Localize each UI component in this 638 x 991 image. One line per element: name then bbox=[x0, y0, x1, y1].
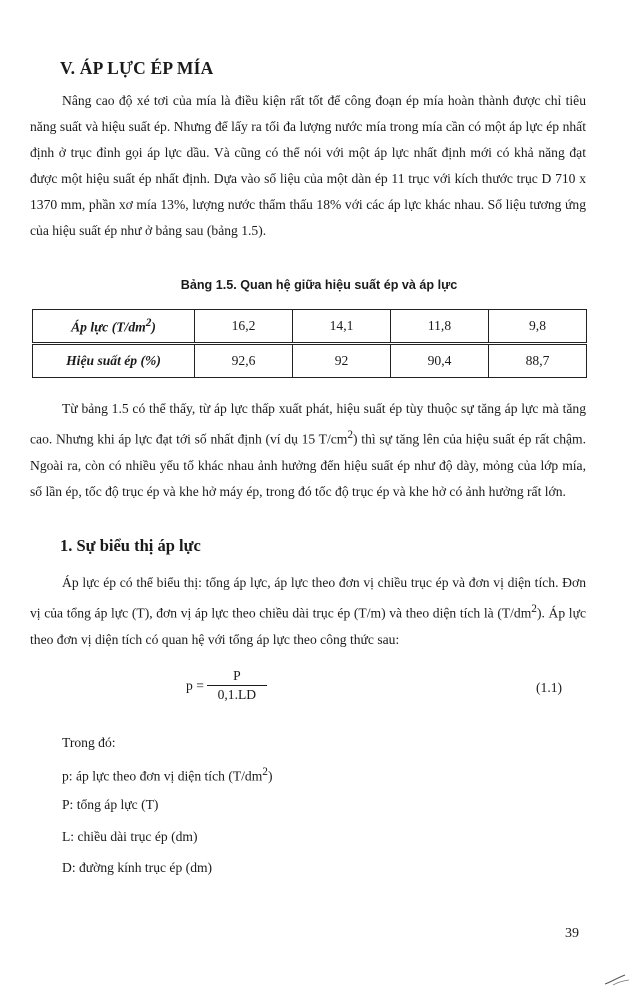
formula bbox=[186, 668, 267, 703]
where-label: Trong đó: bbox=[62, 735, 116, 750]
table-cell: 92 bbox=[293, 344, 391, 378]
formula-fraction bbox=[207, 668, 267, 703]
table-row-pressure bbox=[33, 310, 587, 344]
row-label-efficiency: Hiệu suất ép (%) bbox=[33, 344, 195, 378]
table-cell: 88,7 bbox=[489, 344, 587, 378]
page-number: 39 bbox=[565, 926, 579, 941]
table-caption: Bảng 1.5. Quan hệ giữa hiệu suất ép và áp lực bbox=[180, 278, 458, 292]
table-cell: 92,6 bbox=[195, 344, 293, 378]
definition-total-pressure: P: tổng áp lực (T) bbox=[62, 797, 159, 812]
paragraph-analysis: Từ bảng 1.5 có thể thấy, từ áp lực thấp xuất phát, hiệu suất ép tùy thuộc sự tăng áp lực mà tăng cao. Nhưng khi áp lực đạt tới số nhất định (ví dụ 15 $T/cm^2$) thì sự tăng lên của hiệu suất ép rất chậm. Ngoài ra, còn có nhiều yếu tố khác nhau ảnh hưởng đến hiệu suất ép như độ dày, mỏng của lớp mía, số lần ép, tốc độ trục ép và khe hở máy ép, trong đó tốc độ trục ép và khe hở có ảnh hưởng rất lớn. bbox=[30, 401, 587, 499]
definition-length: L: chiều dài trục ép (dm) bbox=[62, 829, 198, 844]
section-title: V. ÁP LỰC ÉP MÍA bbox=[60, 58, 214, 78]
formula-denominator: 0,1.LD bbox=[217, 687, 257, 702]
row-label-pressure: Áp lực $(T/dm^2)$ bbox=[33, 310, 195, 344]
pressure-efficiency-table bbox=[32, 309, 587, 378]
table-cell: 90,4 bbox=[391, 344, 489, 378]
table-cell: 16,2 bbox=[195, 310, 293, 344]
formula-lhs: p = bbox=[186, 677, 204, 693]
definition-diameter: D: đường kính trục ép (dm) bbox=[62, 860, 213, 875]
paragraph-intro: Nâng cao độ xé tơi của mía là điều kiện rất tốt để công đoạn ép mía hoàn thành được chỉ tiêu năng suất và hiệu suất ép. Nhưng để lấy ra tối đa lượng nước mía trong mía cần có một áp lực ép nhất định ở trục đỉnh gọi áp lực dầu. Và cũng có thể nói với một áp lực nhất định mới có khả năng đạt được một hiệu suất ép nhất định. Dựa vào số liệu của một dàn ép 11 trục với kích thước trục D 710 x 1370 mm, phần xơ mía 13%, lượng nước thẩm thấu 18% với các áp lực khác nhau. Số liệu tương ứng của hiệu suất ép như ở bảng sau (bảng 1.5). bbox=[30, 93, 586, 238]
subsection-title: 1. Sự biểu thị áp lực bbox=[60, 536, 201, 555]
definition-p: p: áp lực theo đơn vị diện tích $(T/dm^2)$ bbox=[62, 766, 273, 784]
paragraph-pressure-expression: Áp lực ép có thể biểu thị: tổng áp lực, áp lực theo đơn vị chiều trục ép và đơn vị diện tích. Đơn vị của tổng áp lực (T), đơn vị áp lực theo chiều dài trục ép (T/m) và theo diện tích là $(T/dm^2)$. Áp lực theo đơn vị diện tích có quan hệ với tổng áp lực theo công thức sau: bbox=[30, 575, 586, 647]
table-cell: 9,8 bbox=[489, 310, 587, 344]
equation-number: (1.1) bbox=[536, 680, 563, 695]
formula-numerator: P bbox=[233, 668, 241, 683]
table-cell: 11,8 bbox=[391, 310, 489, 344]
table-cell: 14,1 bbox=[293, 310, 391, 344]
pen-mark bbox=[603, 972, 631, 986]
table-row-efficiency bbox=[33, 344, 587, 378]
